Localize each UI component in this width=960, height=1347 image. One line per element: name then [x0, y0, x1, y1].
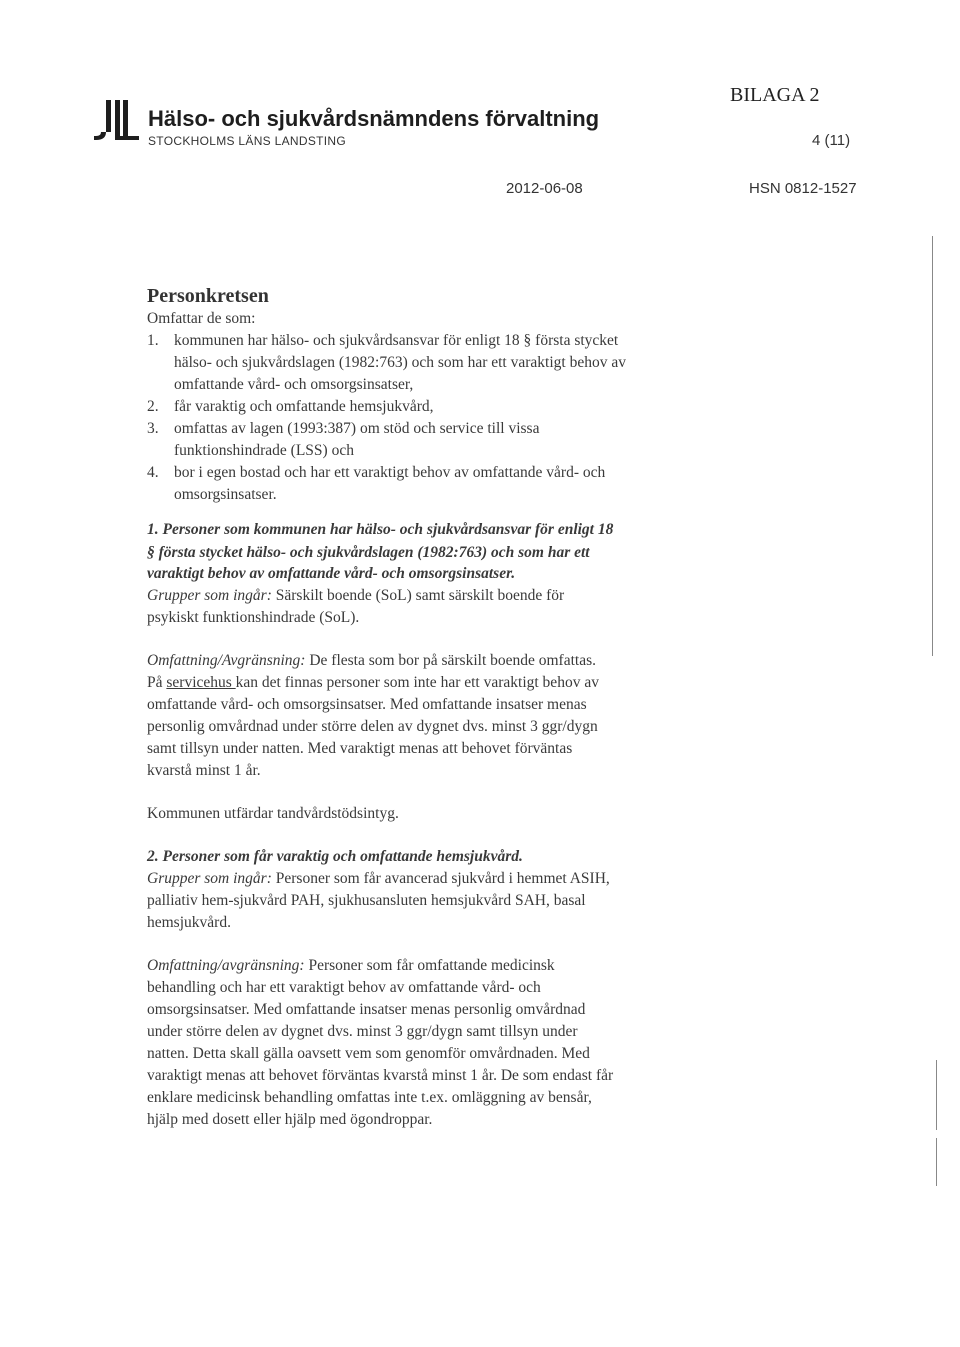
paragraph-line: palliativ hem-sjukvård PAH, sjukhusansluten hemsjukvård SAH, basal [147, 892, 586, 909]
inline-text: Särskilt boende (SoL) samt särskilt boende för [271, 587, 565, 604]
inline-label: Grupper som ingår: [147, 587, 272, 604]
list-item-text: omsorgsinsatser. [174, 486, 277, 503]
section-heading: Personkretsen [147, 285, 269, 307]
landsting-logo-icon [92, 98, 140, 144]
paragraph-line: samt tillsyn under natten. Med varaktigt menas att behovet förväntas [147, 740, 573, 757]
list-item-text: omfattande vård- och omsorgsinsatser, [174, 376, 414, 393]
paragraph-line: hjälp med dosett eller hjälp med ögondroppar. [147, 1111, 433, 1128]
page-number: 4 (11) [812, 132, 851, 149]
list-item-text: funktionshindrade (LSS) och [174, 442, 354, 459]
paragraph-line [147, 652, 596, 670]
list-number: 4. [147, 464, 159, 481]
intro-text: Omfattar de som: [147, 310, 256, 327]
subsection-title: § första stycket hälso- och sjukvårdslagen (1982:763) och som har ett [147, 544, 590, 561]
inline-text: kan det finnas personer som inte har ett varaktigt behov av [235, 674, 599, 691]
organization-subtitle: STOCKHOLMS LÄNS LANDSTING [148, 134, 346, 148]
document-date: 2012-06-08 [506, 180, 583, 197]
list-item-text: får varaktig och omfattande hemsjukvård, [174, 398, 434, 415]
scan-margin-line [932, 236, 933, 656]
paragraph-line: hemsjukvård. [147, 914, 231, 931]
paragraph-line: psykiskt funktionshindrade (SoL). [147, 609, 360, 626]
paragraph-line: varaktigt menas att behovet förväntas kvarstå minst 1 år. De som endast får [147, 1067, 614, 1084]
list-item-text: kommunen har hälso- och sjukvårdsansvar för enligt 18 § första stycket [174, 332, 619, 349]
list-number: 2. [147, 398, 159, 415]
list-number: 3. [147, 420, 159, 437]
inline-text: De flesta som bor på särskilt boende omfattas. [305, 652, 597, 669]
list-item-text: hälso- och sjukvårdslagen (1982:763) och som har ett varaktigt behov av [174, 354, 626, 371]
list-item-text: bor i egen bostad och har ett varaktigt behov av omfattande vård- och [174, 464, 606, 481]
paragraph-line: omfattande vård- och omsorgsinsatser. Med omfattande insatser menas [147, 696, 587, 713]
inline-label: Grupper som ingår: [147, 870, 272, 887]
subsection-title: varaktigt behov av omfattande vård- och omsorgsinsatser. [147, 565, 516, 582]
paragraph-line [147, 674, 599, 692]
paragraph-line: Kommunen utfärdar tandvårdstödsintyg. [147, 805, 399, 822]
paragraph-line: personlig omvårdnad under större delen av dygnet dvs. minst 3 ggr/dygn [147, 718, 598, 735]
inline-label: Omfattning/avgränsning: [147, 957, 305, 974]
list-number: 1. [147, 332, 159, 349]
paragraph-line [147, 587, 564, 605]
paragraph-line: under större delen av dygnet dvs. minst 3 ggr/dygn samt tillsyn under [147, 1023, 578, 1040]
inline-label: Omfattning/Avgränsning: [147, 652, 306, 669]
document-reference: HSN 0812-1527 [749, 180, 857, 197]
paragraph-line: omsorgsinsatser. Med omfattande insatser menas personlig omvårdnad [147, 1001, 586, 1018]
paragraph-line: enklare medicinsk behandling omfattas inte t.ex. omläggning av bensår, [147, 1089, 592, 1106]
subsection-title: 1. Personer som kommunen har hälso- och sjukvårdsansvar för enligt 18 [147, 521, 614, 538]
paragraph-line [147, 957, 555, 975]
list-item-text: omfattas av lagen (1993:387) om stöd och service till vissa [174, 420, 540, 437]
inline-text: På [147, 674, 167, 691]
paragraph-line [147, 870, 610, 888]
paragraph-line: behandling och har ett varaktigt behov av omfattande vård- och [147, 979, 541, 996]
subsection-title: 2. Personer som får varaktig och omfattande hemsjukvård. [147, 848, 523, 865]
scan-margin-line [936, 1060, 937, 1130]
paragraph-line: natten. Detta skall gälla oavsett vem som genomför omvårdnaden. Med [147, 1045, 590, 1062]
underlined-term: servicehus [166, 674, 236, 691]
inline-text: Personer som får omfattande medicinsk [304, 957, 555, 974]
organization-name: Hälso- och sjukvårdsnämndens förvaltning [148, 106, 600, 131]
inline-text: Personer som får avancerad sjukvård i hemmet ASIH, [271, 870, 610, 887]
scan-margin-line [936, 1138, 937, 1186]
paragraph-line: kvarstå minst 1 år. [147, 762, 261, 779]
attachment-label: BILAGA 2 [730, 84, 820, 106]
